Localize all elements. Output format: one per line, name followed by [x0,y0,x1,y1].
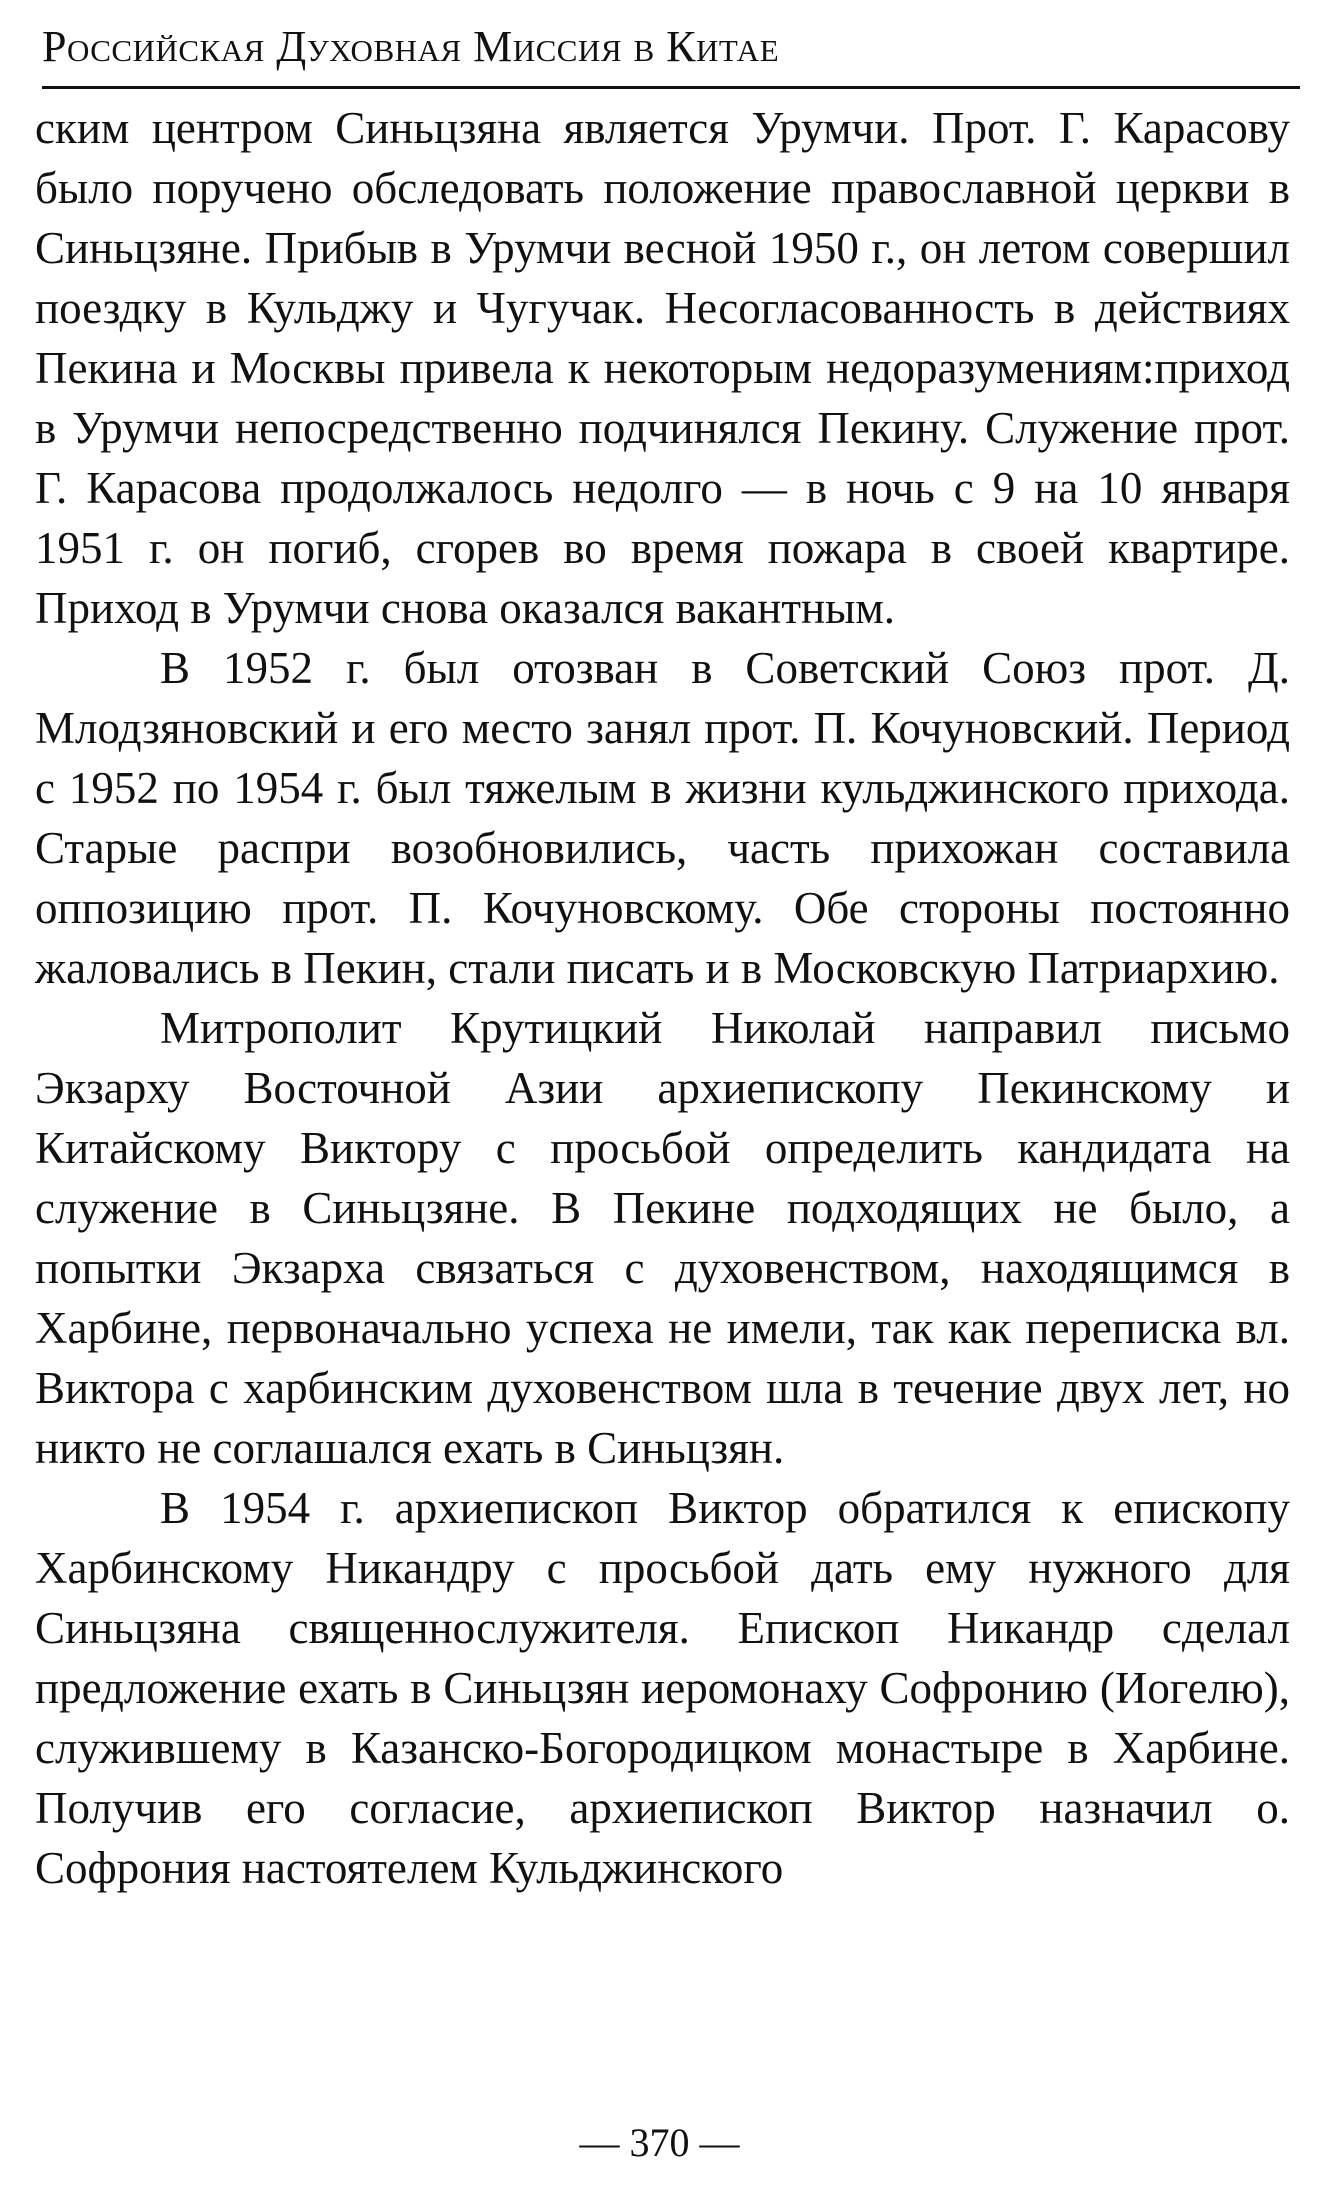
running-head: Российская Духовная Миссия в Китае [42,22,780,71]
body-text [35,98,1290,1898]
page-number: — 370 — [579,2120,740,2165]
paragraph-3: Митрополит Крутицкий Николай направил письмо Экзарху Восточной Азии архиепископу Пекинскому и Китайскому Виктору с просьбой определить кандидата на служение в Синьцзяне. В Пекине подходящих не было, а попытки Экзарха связаться с духовенством, находящимся в Харбине, первоначально успеха не имели, так как переписка вл. Виктора с харбинским духовенством шла в течение двух лет, но никто не соглашался ехать в Синьцзян. [35,1003,1290,1473]
header-rule [42,86,1300,89]
paragraph-2: В 1952 г. был отозван в Советский Союз прот. Д. Млодзяновский и его место занял прот. П. Кочуновский. Период с 1952 по 1954 г. был тяжелым в жизни кульджинского прихода. Старые распри возобновились, часть прихожан составила оппозицию прот. П. Кочуновскому. Обе стороны постоянно жаловались в Пекин, стали писать и в Московскую Патриархию. [35,643,1290,993]
paragraph-1: ским центром Синьцзяна является Урумчи. Прот. Г. Карасову было поручено обследовать положение православной церкви в Синьцзяне. Прибыв в Урумчи весной 1950 г., он летом совершил поездку в Кульджу и Чугучак. Несогласованность в действиях Пекина и Москвы привела к некоторым недоразумениям:приход в Урумчи непосредственно подчинялся Пекину. Служение прот. Г. Карасова продолжалось недолго — в ночь с 9 на 10 января 1951 г. он погиб, сгорев во время пожара в своей квартире. Приход в Урумчи снова оказался вакантным. [35,103,1290,633]
paragraph-4: В 1954 г. архиепископ Виктор обратился к епископу Харбинскому Никандру с просьбой дать ему нужного для Синьцзяна священнослужителя. Епископ Никандр сделал предложение ехать в Синьцзян иеромонаху Софронию (Иогелю), служившему в Казанско-Богородицком монастыре в Харбине. Получив его согласие, архиепископ Виктор назначил о. Софрония настоятелем Кульджинского [35,1483,1290,1893]
